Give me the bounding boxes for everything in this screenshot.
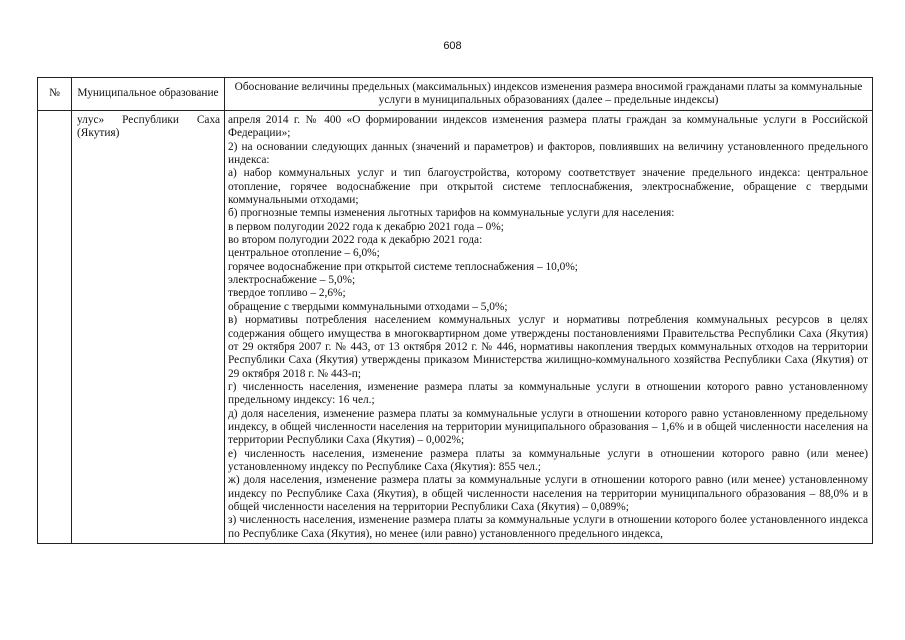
header-number: № xyxy=(38,78,72,111)
row-number xyxy=(38,111,72,544)
paragraph: б) прогнозные темпы изменения льготных тарифов на коммунальные услуги для населения: xyxy=(228,207,675,220)
paragraph: в первом полугодии 2022 года к декабрю 2021 года – 0%; xyxy=(228,220,504,233)
table-row xyxy=(38,111,873,544)
paragraph: д) доля населения, изменение размера платы за коммунальные услуги в отношении которого равно установленному предельному индексу, в общей численности населения на территории муниципального образования – 1,6% и в общей численности населения на территории Республики Саха (Якутия) – 0,002%; xyxy=(228,407,868,447)
header-municipality: Муниципальное образование xyxy=(72,78,225,111)
paragraph: ж) доля населения, изменение размера платы за коммунальные услуги в отношении которого равно (или менее) установленному индексу по Республике Саха (Якутия), в общей численности населения на территории муниципального образования – 88,0% и в общей численности населения на территории Республики Саха (Якутия) – 0,089%; xyxy=(228,474,868,513)
justification-table xyxy=(37,77,873,544)
header-justification: Обоснование величины предельных (максимальных) индексов изменения размера вносимой гражданами платы за коммунальные услуги в муниципальных образованиях (далее – предельные индексы) xyxy=(225,78,873,111)
paragraph: е) численность населения, изменение размера платы за коммунальные услуги в отношении которого равно (или менее) установленному индексу по Республике Саха (Якутия): 855 чел.; xyxy=(228,447,868,473)
justification-content xyxy=(225,111,873,544)
page-number: 608 xyxy=(443,40,462,52)
paragraph: з) численность населения, изменение размера платы за коммунальные услуги в отношении которого более установленного индекса по Республике Саха (Якутия), но менее (или равно) установленного предельного индекса, xyxy=(228,514,868,540)
table-header-row xyxy=(38,78,873,111)
paragraph: электроснабжение – 5,0%; xyxy=(228,274,356,287)
paragraph: горячее водоснабжение при открытой системе теплоснабжения – 10,0%; xyxy=(228,260,578,273)
paragraph: г) численность населения, изменение размера платы за коммунальные услуги в отношении которого равно установленному предельному индексу: 16 чел.; xyxy=(228,380,868,407)
municipality-name: улус» Республики Саха (Якутия) xyxy=(72,111,225,544)
paragraph: во втором полугодии 2022 года к декабрю 2021 года: xyxy=(228,234,483,247)
paragraph: центральное отопление – 6,0%; xyxy=(228,247,380,260)
paragraph: обращение с твердыми коммунальными отходами – 5,0%; xyxy=(228,300,508,313)
paragraph: в) нормативы потребления населением коммунальных услуг и нормативы потребления коммунальных ресурсов в целях содержания общего имущества в многоквартирном доме утверждены постановлениями Правительства Республики Саха (Якутия) от 29 октября 2007 г. № 443, от 13 октября 2012 г. № 446, нормативы накопления твердых коммунальных отходов на территории Республики Саха (Якутия) утверждены приказом Министерства жилищно-коммунального хозяйства Республики Саха (Якутия) от 29 октября 2018 г. № 443-п; xyxy=(228,314,868,380)
paragraph: 2) на основании следующих данных (значений и параметров) и факторов, повлиявших на величину установленного предельного индекса: xyxy=(228,140,868,167)
paragraph: апреля 2014 г. № 400 «О формировании индексов изменения размера платы граждан за коммунальные услуги в Российской Федерации»; xyxy=(228,114,868,140)
paragraph: твердое топливо – 2,6%; xyxy=(228,287,346,300)
paragraph: а) набор коммунальных услуг и тип благоустройства, которому соответствует значение предельного индекса: центральное отопление, горячее водоснабжение при открытой системе теплоснабжения, электроснабжение, обращение с твердыми коммунальными отходами; xyxy=(228,167,868,207)
